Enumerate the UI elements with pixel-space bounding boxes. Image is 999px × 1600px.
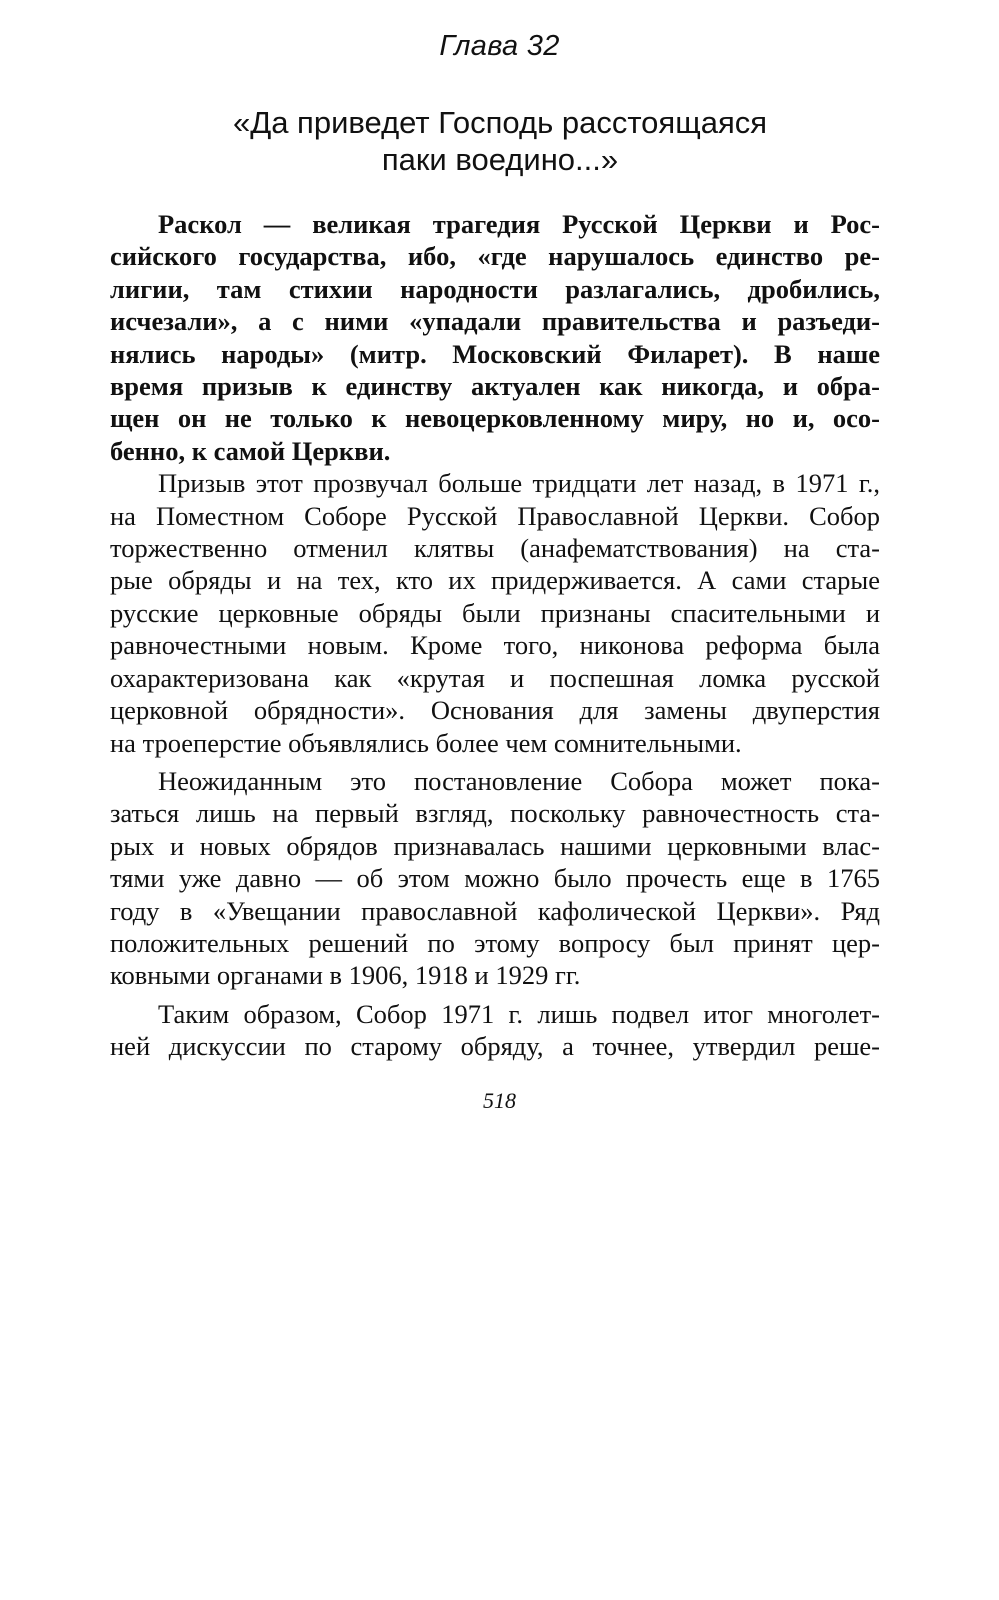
intro-line: нялись народы» (митр. Московский Филарет). В наше: [110, 338, 880, 369]
intro-line: Раскол — великая трагедия Русской Церкви и Рос-: [158, 209, 880, 239]
paragraph-line: ковными органами в 1906, 1918 и 1929 гг.: [110, 960, 581, 991]
intro-line: бенно, к самой Церкви.: [110, 435, 391, 466]
intro-line: лигии, там стихии народности разлагались, дробились,: [110, 273, 880, 304]
intro-line: время призыв к единству актуален как никогда, и обра-: [110, 371, 880, 402]
paragraph-line: ней дискуссии по старому обряду, а точнее, утвердил реше-: [110, 1031, 880, 1062]
chapter-heading: Глава 32: [439, 30, 560, 62]
paragraph-line: равночестными новым. Кроме того, никонова реформа была: [110, 630, 880, 661]
paragraph-line: охарактеризована как «крутая и поспешная ломка русской: [110, 662, 880, 693]
paragraph-line: на Поместном Соборе Русской Православной Церкви. Собор: [110, 500, 880, 531]
paragraph-line: рые обряды и на тех, кто их придерживается. А сами старые: [110, 565, 880, 596]
chapter-title-line: паки воедино...»: [381, 142, 619, 177]
paragraph: [110, 467, 880, 759]
intro-paragraph: [110, 208, 880, 467]
paragraph-line: Призыв этот прозвучал больше тридцати лет назад, в 1971 г.,: [158, 468, 880, 499]
paragraph-line: церковной обрядности». Основания для замены двуперстия: [110, 695, 880, 726]
paragraph-line: году в «Увещании православной кафолической Церкви». Ряд: [110, 895, 880, 926]
chapter-title-line: «Да приведет Господь расстоящаяся: [232, 105, 768, 140]
paragraph-line: торжественно отменил клятвы (анафематствования) на ста-: [110, 533, 880, 564]
paragraph-line: тями уже давно — об этом можно было прочесть еще в 1765: [110, 863, 880, 894]
paragraph-line: положительных решений по этому вопросу был принят цер-: [110, 927, 880, 958]
chapter-title: [150, 104, 850, 178]
body-text: [110, 208, 880, 1063]
paragraph: [110, 765, 880, 992]
page-number: 518: [483, 1088, 516, 1113]
paragraph-line: Неожиданным это постановление Собора может пока-: [158, 765, 880, 796]
paragraph-line: Таким образом, Собор 1971 г. лишь подвел итог многолет-: [158, 998, 880, 1029]
paragraph-line: рых и новых обрядов признавалась нашими церковными влас-: [110, 830, 880, 861]
paragraph: [110, 998, 880, 1063]
intro-line: сийского государства, ибо, «где нарушалось единство ре-: [110, 241, 880, 272]
paragraph-line: русские церковные обряды были признаны спасительными и: [110, 597, 880, 628]
intro-line: исчезали», а с ними «упадали правительства и разъеди-: [110, 306, 880, 337]
intro-line: щен он не только к невоцерковленному миру, но и, осо-: [110, 403, 880, 434]
paragraph-line: на троеперстие объявлялись более чем сомнительными.: [110, 727, 742, 758]
paragraph-line: заться лишь на первый взгляд, поскольку равночестность ста-: [110, 798, 880, 829]
